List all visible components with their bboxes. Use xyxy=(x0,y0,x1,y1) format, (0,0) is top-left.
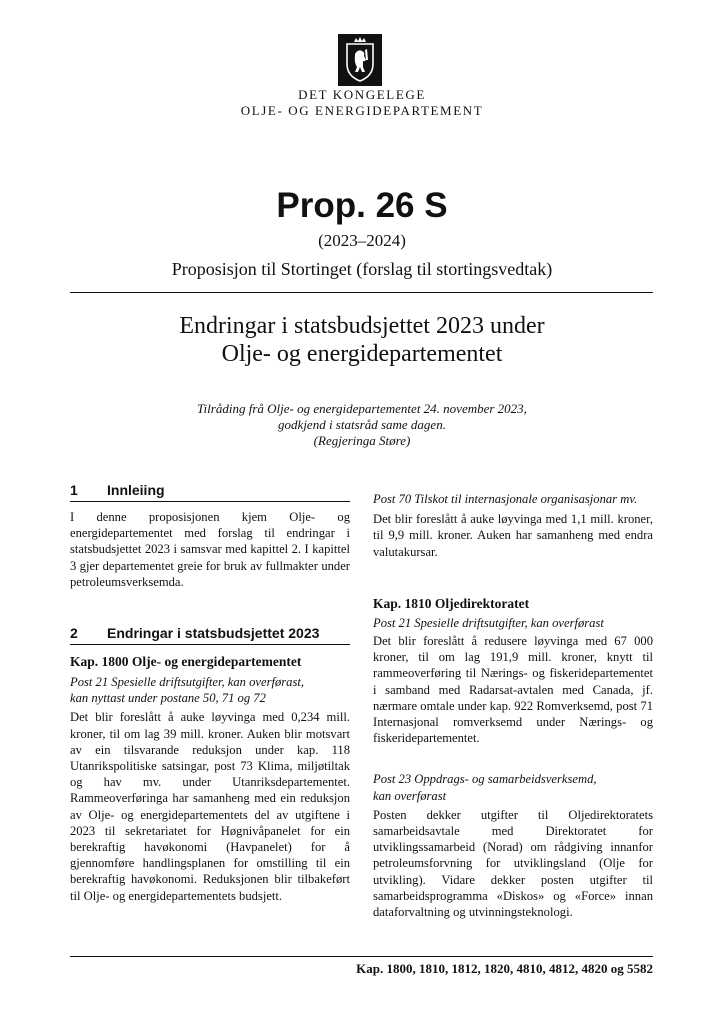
department-name-line2: OLJE- OG ENERGIDEPARTEMENT xyxy=(240,103,484,118)
post-70-body: Det blir foreslått å auke løyvinga med 1,1 mill. kroner, til 9,9 mill. kroner. Auken har samanheng med endra valutakursar. xyxy=(373,512,653,559)
section-1-heading xyxy=(70,481,350,502)
department-name-line1: DET KONGELEGE xyxy=(298,87,426,102)
section-1-title: Innleiing xyxy=(107,482,165,498)
approval-line2: godkjend i statsråd same dagen. xyxy=(278,417,446,432)
kap-1810-heading: Kap. 1810 Oljedirektoratet xyxy=(373,595,530,611)
approval-note xyxy=(0,401,724,449)
section-1-number: 1 xyxy=(70,482,78,498)
kap-1810-post-23-body: Posten dekker utgifter til Oljedirektoratets samarbeidsavtale med Direktoratet for utviklingssamarbeid (Norad) om rådgiving innanfor petroleumsforvning for utviklingsland (Olje for utvikling). Vidare dekker posten utgifter til samarbeidsprogramma «Diskos» og «Force» innan dataforvaltning og utvinningsteknologi. xyxy=(373,807,653,920)
kap-1810-post-23-line1: Post 23 Oppdrags- og samarbeidsverksemd, xyxy=(373,772,597,787)
proposition-number: Prop. 26 S xyxy=(276,186,448,225)
footer-chapter-list: Kap. 1800, 1810, 1812, 1820, 4810, 4812, 4820 og 5582 xyxy=(356,961,653,976)
section-1-body: I denne proposisjonen kjem Olje- og energidepartementet med forslag til endringar i statsbudsjettet 2023 i samsvar med kapittel 2. I kapittel 3 gjer departementet greie for bruk av fullmakter under petroleumsverksemda. xyxy=(70,510,350,589)
kap-1800-post-21-line2: kan nyttast under postane 50, 71 og 72 xyxy=(70,691,266,706)
right-column xyxy=(373,491,653,920)
approval-line3: (Regjeringa Støre) xyxy=(313,433,411,448)
kap-1810-post-21-heading: Post 21 Spesielle driftsutgifter, kan overførast xyxy=(373,615,604,630)
kap-1810-post-23-heading xyxy=(373,771,653,803)
document-title-line1: Endringar i statsbudsjettet 2023 under xyxy=(179,313,545,339)
kap-1800-post-21-line1: Post 21 Spesielle driftsutgifter, kan overførast, xyxy=(70,675,305,690)
kap-1810-post-21-body: Det blir foreslått å redusere løyvinga med 67 000 kroner, til om lag 191,9 mill. kroner, knytt til rammeoverføring til Nærings- og fiskeridepartementet i samband med Radarsat-avtalen med Canada, jf. nærmare omtale under kap. 922 Romverksemd, post 71 Internasjonal romverksemd under Nærings- og fiskeridepartementet. xyxy=(373,634,653,746)
left-column xyxy=(70,481,350,904)
section-2-heading xyxy=(70,624,350,645)
kap-1800-heading: Kap. 1800 Olje- og energidepartementet xyxy=(70,654,302,670)
section-2-number: 2 xyxy=(70,625,78,642)
post-70-heading: Post 70 Tilskot til internasjonale organisasjonar mv. xyxy=(373,492,638,506)
document-title-line2: Olje- og energidepartementet xyxy=(221,341,503,367)
kap-1800-post-21-heading xyxy=(70,674,350,706)
footer-divider xyxy=(70,956,653,957)
section-2-title: Endringar i statsbudsjettet 2023 xyxy=(107,625,320,642)
coat-of-arms-logo xyxy=(338,34,382,86)
kap-1800-post-21-body: Det blir foreslått å auke løyvinga med 0,234 mill. kroner, til om lag 39 mill. kroner. Auken blir motsvart av ein tilsvarande reduksjon under kap. 118 Utanrikspolitiske satsingar, post 73 Klima, miljøtiltak og hav mv. under Utanriksdepartementet. Rammeoverføringa har samanheng med ein reduksjon av Olje- og energidepartementets del av utgiftene i 2023 til sekretariatet for Høgnivåpanelet for ein berekraftig havøkonomi (Havpanelet) for å gjennomføre handlingsplanen for omstilling til ein berekraftig havøkonomi. Reduksjonen blir tilbakeført til Olje- og energidepartementets budsjett. xyxy=(70,710,350,903)
top-divider xyxy=(70,292,653,293)
kap-1810-post-23-line2: kan overførast xyxy=(373,788,447,803)
document-title xyxy=(0,312,724,368)
proposition-subtitle: Proposisjon til Stortinget (forslag til stortingsvedtak) xyxy=(171,259,553,279)
approval-line1: Tilråding frå Olje- og energidepartementet 24. november 2023, xyxy=(197,401,527,416)
session-year: (2023–2024) xyxy=(318,231,406,250)
